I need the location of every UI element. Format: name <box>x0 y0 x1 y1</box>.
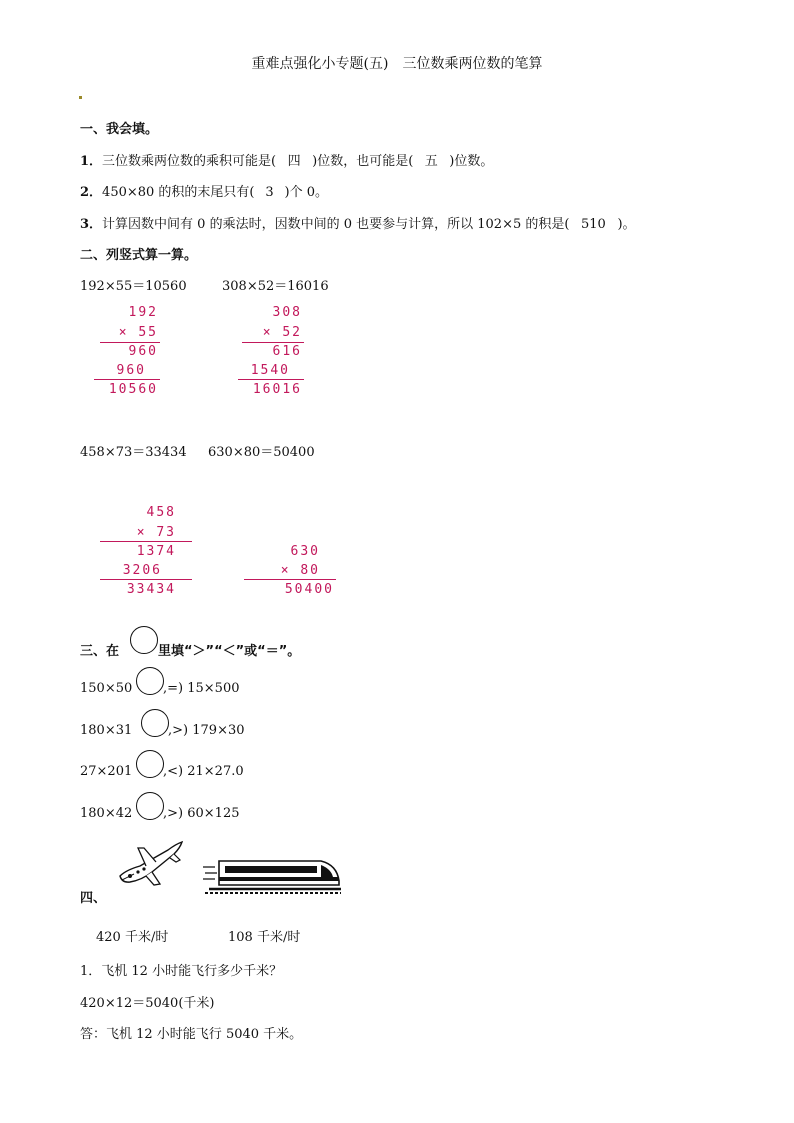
compare-row-1: 150×50 <box>80 681 133 696</box>
answer-1b: 五 <box>424 154 438 169</box>
compare-answer-1: ,=) 15×500 <box>163 681 240 696</box>
answer-2: 3 <box>265 185 274 200</box>
compare-circle-4 <box>136 792 164 820</box>
equation-2: 308×52＝16016 <box>222 279 329 294</box>
calc4-row2: × 80 <box>280 563 320 578</box>
equation-3: 458×73＝33434 <box>80 445 187 460</box>
calc4-row3: 50400 <box>284 582 334 597</box>
compare-answer-4: ,>) 60×125 <box>163 806 240 821</box>
compare-circle-3 <box>136 750 164 778</box>
calc2-rule1 <box>242 342 304 343</box>
calc1-row1: 192 <box>128 305 158 320</box>
question-1-equation: 420×12＝5040(千米) <box>80 996 215 1011</box>
compare-row-4: 180×42 <box>80 806 133 821</box>
calc3-row4: 3206 <box>122 563 162 578</box>
calc3-rule1 <box>100 541 192 542</box>
calc3-row5: 33434 <box>126 582 176 597</box>
calc3-row3: 1374 <box>136 544 176 559</box>
calc4-row1: 630 <box>290 544 320 559</box>
calc1-row5: 10560 <box>108 382 158 397</box>
circle-icon <box>130 626 158 654</box>
calc3-row2: × 73 <box>136 525 176 540</box>
train-icon <box>203 855 343 901</box>
question-1: 1．飞机 12 小时能飞行多少千米？ <box>80 964 283 979</box>
compare-circle-2 <box>141 709 169 737</box>
section3-heading-end: 里填“＞”“＜”或“＝”。 <box>158 644 301 659</box>
calc3-rule2 <box>100 579 192 580</box>
question-1-answer: 答：飞机 12 小时能飞行 5040 千米。 <box>80 1027 303 1042</box>
calc4-rule <box>244 579 336 580</box>
answer-1a: 四 <box>287 154 301 169</box>
page-title: 重难点强化小专题(五) 三位数乘两位数的笔算 <box>251 56 543 72</box>
calc2-row4: 1540 <box>250 363 290 378</box>
fill-item-2: 2．450×80 的积的末尾只有( 3 )个 0。 <box>80 185 328 200</box>
compare-answer-3: ,<) 21×27.0 <box>163 764 244 779</box>
equation-4: 630×80＝50400 <box>208 445 315 460</box>
calc2-row3: 616 <box>272 344 302 359</box>
section1-heading: 一、我会填。 <box>80 122 159 137</box>
calc1-row3: 960 <box>128 344 158 359</box>
plane-speed: 420 千米/时 <box>96 930 169 945</box>
compare-answer-2: ,>) 179×30 <box>168 723 245 738</box>
section4-heading: 四、 <box>80 891 107 906</box>
fill-item-3: 3．计算因数中间有 0 的乘法时，因数中间的 0 也要参与计算，所以 102×5 的积是( 510 )。 <box>80 217 636 232</box>
train-speed: 108 千米/时 <box>228 930 301 945</box>
fill-item-1: 1．三位数乘两位数的乘积可能是( 四 )位数，也可能是( 五 )位数。 <box>80 150 493 169</box>
stray-dot <box>79 96 82 99</box>
answer-3: 510 <box>581 217 606 232</box>
calc1-rule2 <box>94 379 160 380</box>
calc1-row4: 960 <box>116 363 146 378</box>
section3-heading-start: 三、在 <box>80 644 120 659</box>
calc2-rule2 <box>238 379 304 380</box>
section2-heading: 二、列竖式算一算。 <box>80 248 198 263</box>
compare-row-3: 27×201 <box>80 764 133 779</box>
calc2-row1: 308 <box>272 305 302 320</box>
calc3-row1: 458 <box>146 505 176 520</box>
calc1-rule1 <box>100 342 160 343</box>
calc1-row2: × 55 <box>118 325 158 340</box>
calc2-row2: × 52 <box>262 325 302 340</box>
compare-row-2: 180×31 <box>80 723 133 738</box>
compare-circle-1 <box>136 667 164 695</box>
calc2-row5: 16016 <box>252 382 302 397</box>
airplane-icon <box>116 836 186 892</box>
equation-1: 192×55＝10560 <box>80 279 187 294</box>
